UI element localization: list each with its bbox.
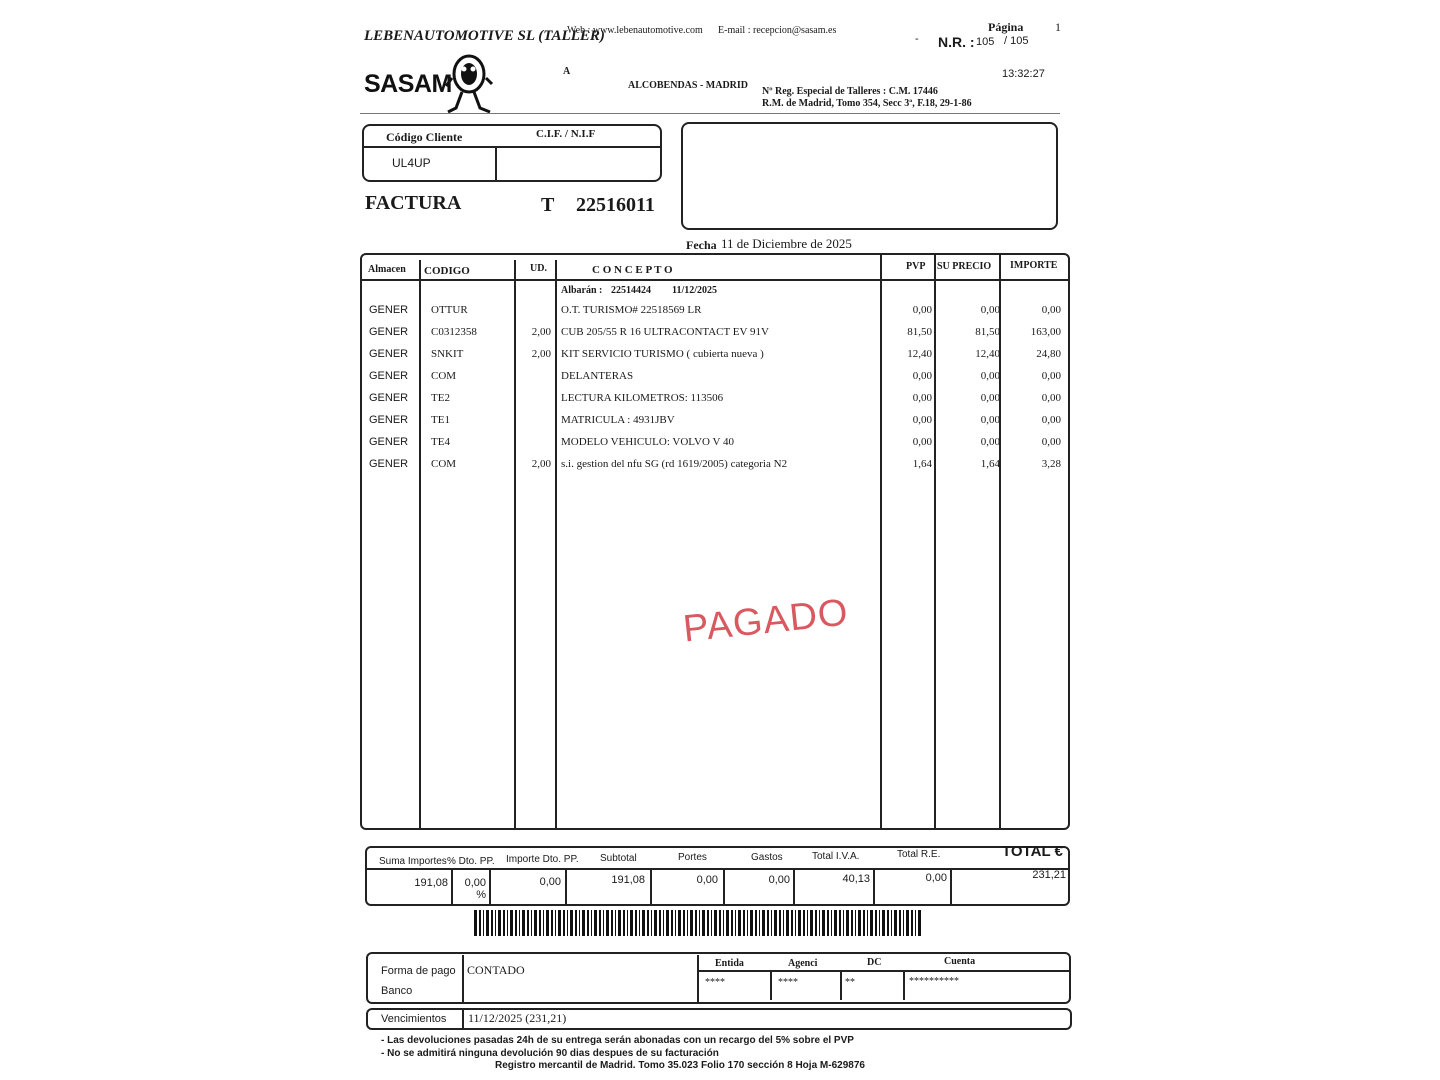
paid-stamp: PAGADO (681, 591, 851, 651)
forma-pago-value: CONTADO (467, 963, 525, 977)
cell-pvp: 12,40 (907, 348, 932, 360)
label-importe-dto: Importe Dto. PP. (506, 854, 579, 865)
cell-precio: 0,00 (980, 392, 1000, 404)
value-subtotal: 191,08 (611, 874, 645, 886)
pagina-label: Página (988, 20, 1024, 34)
client-code-label: Código Cliente (386, 130, 463, 144)
cuenta-label: Cuenta (944, 956, 976, 967)
cell-ud: 2,00 (531, 348, 551, 360)
vencimientos-label: Vencimientos (381, 1013, 447, 1025)
value-gastos: 0,00 (768, 874, 790, 886)
cell-concepto: KIT SERVICIO TURISMO ( cubierta nueva ) (561, 348, 764, 360)
company-name: LEBENAUTOMOTIVE SL (TALLER) (364, 28, 605, 44)
cell-codigo: TE1 (431, 414, 450, 426)
cell-importe: 0,00 (1041, 304, 1061, 316)
albaran-label: Albarán : (561, 285, 603, 296)
cell-importe: 163,00 (1030, 326, 1061, 338)
cell-codigo: SNKIT (431, 348, 464, 360)
cell-concepto: LECTURA KILOMETROS: 113506 (561, 392, 724, 404)
col-pvp: PVP (906, 261, 926, 272)
entidad-value: **** (705, 977, 725, 988)
company-email: E-mail : recepcion@sasam.es (718, 25, 837, 36)
company-logo (364, 52, 492, 118)
cell-concepto: DELANTERAS (561, 370, 634, 382)
registry-line-2: R.M. de Madrid, Tomo 354, Secc 3ª, F.18, 29-1-86 (762, 98, 972, 109)
cell-importe: 24,80 (1036, 348, 1061, 360)
col-concepto: C O N C E P T O (592, 264, 673, 276)
value-suma: 191,08 (414, 877, 448, 889)
cell-almacen: GENER (369, 392, 409, 404)
value-dto: 0,00 % (464, 877, 486, 901)
address-a: A (563, 66, 571, 77)
invoice-title: FACTURA (365, 192, 462, 214)
registry-line-1: Nº Reg. Especial de Talleres : C.M. 17446 (762, 86, 938, 97)
fecha-label: Fecha (686, 238, 717, 252)
print-time: 13:32:27 (1002, 68, 1045, 80)
cell-almacen: GENER (369, 348, 409, 360)
col-ud: UD. (530, 263, 547, 274)
cell-pvp: 81,50 (907, 326, 932, 338)
cell-importe: 0,00 (1041, 414, 1061, 426)
nr-dash: - (915, 33, 919, 45)
label-re: Total R.E. (897, 849, 941, 860)
col-importe: IMPORTE (1010, 260, 1058, 271)
value-total: 231,21 (1032, 869, 1066, 881)
nr-label: N.R. : (938, 34, 975, 50)
label-subtotal: Subtotal (600, 853, 637, 864)
nr-total: / 105 (1004, 35, 1029, 47)
cell-concepto: s.i. gestion del nfu SG (rd 1619/2005) categoria N2 (561, 458, 788, 470)
cell-precio: 0,00 (980, 304, 1000, 316)
cell-concepto: MODELO VEHICULO: VOLVO V 40 (561, 436, 734, 448)
value-portes: 0,00 (696, 874, 718, 886)
logo-mascot-icon (444, 52, 494, 116)
header-divider (360, 113, 1060, 114)
value-importe-dto: 0,00 (539, 876, 561, 888)
label-total: TOTAL € (1002, 843, 1063, 860)
invoice-series: T (541, 194, 555, 216)
cell-pvp: 0,00 (912, 304, 932, 316)
cell-almacen: GENER (369, 414, 409, 426)
col-codigo: CODIGO (424, 265, 470, 277)
cell-concepto: CUB 205/55 R 16 ULTRACONTACT EV 91V (561, 326, 769, 338)
cell-pvp: 0,00 (912, 436, 932, 448)
cell-ud: 2,00 (531, 458, 551, 470)
cell-pvp: 0,00 (912, 392, 932, 404)
cell-pvp: 1,64 (912, 458, 932, 470)
dc-label: DC (867, 957, 882, 968)
cell-almacen: GENER (369, 326, 409, 338)
dc-value: ** (845, 977, 855, 988)
cell-importe: 3,28 (1041, 458, 1061, 470)
value-re: 0,00 (925, 872, 947, 884)
cell-precio: 81,50 (975, 326, 1000, 338)
address-box (681, 122, 1058, 230)
label-suma: Suma Importes (379, 856, 447, 867)
cuenta-value: ********** (909, 976, 959, 987)
invoice-number: 22516011 (576, 194, 655, 216)
cell-almacen: GENER (369, 436, 409, 448)
label-dto: % Dto. PP. (447, 856, 495, 867)
albaran-date: 11/12/2025 (672, 285, 718, 296)
label-portes: Portes (678, 852, 707, 863)
label-gastos: Gastos (751, 852, 783, 863)
albaran-number: 22514424 (611, 285, 651, 296)
cell-importe: 0,00 (1041, 392, 1061, 404)
client-code-value: UL4UP (392, 156, 431, 170)
cell-precio: 12,40 (975, 348, 1000, 360)
cell-precio: 1,64 (980, 458, 1000, 470)
cell-codigo: OTTUR (431, 304, 468, 316)
items-table (360, 253, 1070, 830)
cell-concepto: MATRICULA : 4931JBV (561, 414, 675, 426)
cell-almacen: GENER (369, 370, 409, 382)
address-city: ALCOBENDAS - MADRID (628, 80, 749, 91)
col-almacen: Almacen (368, 264, 406, 275)
cell-precio: 0,00 (980, 414, 1000, 426)
nr-value: 105 (976, 36, 995, 48)
cell-concepto: O.T. TURISMO# 22518569 LR (561, 304, 702, 316)
cell-codigo: COM (431, 370, 457, 382)
logo-text: SASAM (364, 70, 452, 98)
footer-registro: Registro mercantil de Madrid. Tomo 35.023 Folio 170 sección 8 Hoja M-629876 (495, 1060, 865, 1071)
forma-pago-label: Forma de pago (381, 965, 456, 977)
cell-pvp: 0,00 (912, 414, 932, 426)
cell-codigo: TE2 (431, 392, 450, 404)
footer-note-1: - Las devoluciones pasadas 24h de su entrega serán abonadas con un recargo del 5% sobre el PVP (381, 1035, 854, 1046)
cif-label: C.I.F. / N.I.F (536, 128, 596, 140)
vencimientos-value: 11/12/2025 (231,21) (468, 1011, 567, 1025)
cell-importe: 0,00 (1041, 370, 1061, 382)
cell-codigo: TE4 (431, 436, 450, 448)
value-iva: 40,13 (842, 873, 870, 885)
cell-precio: 0,00 (980, 370, 1000, 382)
cell-almacen: GENER (369, 304, 409, 316)
cell-pvp: 0,00 (912, 370, 932, 382)
col-su-precio: SU PRECIO (937, 261, 992, 272)
cell-importe: 0,00 (1041, 436, 1061, 448)
agencia-value: **** (778, 977, 798, 988)
cell-codigo: COM (431, 458, 457, 470)
footer-note-2: - No se admitirá ninguna devolución 90 dias despues de su facturación (381, 1048, 719, 1059)
pagina-value: 1 (1055, 20, 1061, 34)
cell-codigo: C0312358 (431, 326, 477, 338)
entidad-label: Entida (715, 958, 744, 969)
fecha-value: 11 de Diciembre de 2025 (721, 236, 852, 251)
cell-precio: 0,00 (980, 436, 1000, 448)
banco-label: Banco (381, 985, 413, 997)
label-iva: Total I.V.A. (812, 851, 860, 862)
agencia-label: Agenci (788, 958, 818, 969)
company-web: Web : www.lebenautomotive.com (567, 25, 703, 36)
cell-ud: 2,00 (531, 326, 551, 338)
barcode-icon (474, 910, 924, 938)
client-box (362, 124, 662, 182)
cell-almacen: GENER (369, 458, 409, 470)
